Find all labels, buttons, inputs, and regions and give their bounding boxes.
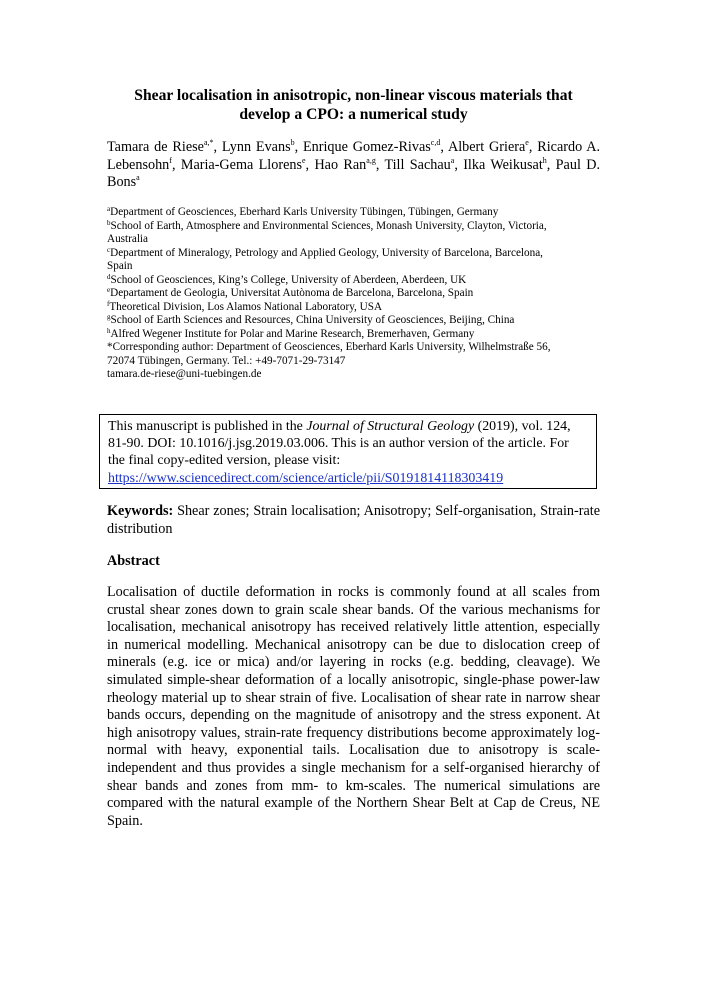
abstract-line: Localisation of ductile deformation in rocks is commonly found at all scales from (107, 584, 600, 600)
affiliation: $^d$School of Geosciences, King’s College, University of Aberdeen, Aberdeen, UK (107, 272, 467, 286)
keywords-label: Keywords: (107, 503, 174, 519)
article-link[interactable]: https://www.sciencedirect.com/science/article/pii/S0191814118303419 (108, 470, 504, 486)
journal-name: Journal of Structural Geology (306, 419, 475, 434)
affiliation: $^a$Department of Geosciences, Eberhard Karls University Tübingen, Tübingen, Germany (107, 205, 499, 218)
corresponding-author-email[interactable]: tamara.de-riese@uni-tuebingen.de (107, 368, 262, 380)
abstract-line: Spain. (107, 812, 143, 829)
affiliation-list (107, 206, 607, 382)
author: Albert Griera$^e$ (447, 138, 529, 155)
corresponding-author: *Corresponding author: Department of Geosciences, Eberhard Karls University, Wilhelmstraße 56, (107, 341, 551, 353)
affiliation-continued: Australia (107, 233, 149, 245)
keywords (107, 503, 600, 538)
abstract-heading: Abstract (107, 553, 160, 569)
abstract-line: normal with heavy, exponential tails. Localisation due to anisotropy is scale- (107, 742, 600, 759)
abstract-line: independent and thus provides a single mechanism for a self-organised hierarchy of (107, 759, 600, 776)
author: Maria-Gema Llorens$^e$ (180, 155, 306, 173)
abstract-line: rheology material up to shear strain of five. Localisation of shear rate in narrow shear (107, 689, 600, 706)
author: Tamara de Riese$^{a,*}$ (107, 138, 214, 155)
publication-notice-box (99, 414, 597, 489)
paper-title (110, 86, 597, 124)
abstract-line: crustal shear zones down to grain scale shear bands. Of the various mechanisms for (107, 601, 600, 618)
author: Hao Ran$^{a,g}$ (314, 155, 376, 173)
title-line: Shear localisation in anisotropic, non-linear viscous materials that (134, 87, 573, 104)
abstract-line: bands occurs, depending on the magnitude of anisotropy and the stress exponent. At (107, 707, 600, 724)
author: Enrique Gomez-Rivas$^{c,d}$ (303, 138, 441, 155)
affiliation: $^g$School of Earth Sciences and Resources, China University of Geosciences, Beijing, China (107, 313, 515, 326)
abstract-line: localisation, mechanical anisotropy has received relatively little attention, especially (107, 619, 600, 636)
abstract-line: simulated simple-shear deformation of a locally anisotropic, single-phase power-law (107, 671, 600, 688)
abstract-body (107, 584, 600, 830)
affiliation: $^e$Departament de Geologia, Universitat Autònoma de Barcelona, Barcelona, Spain (107, 286, 474, 299)
abstract-line: in numerical modelling. Mechanical anisotropy can be due to dislocation creep of (107, 636, 600, 653)
affiliation: $^f$Theoretical Division, Los Alamos National Laboratory, USA (107, 299, 383, 313)
abstract-line: high anisotropy values, strain-rate frequency distributions become approximately log- (107, 724, 600, 741)
notice-line: 81-90. DOI: 10.1016/j.jsg.2019.03.006. This is an author version of the article. For (108, 436, 569, 452)
author: Paul D. Bons$^a$ (107, 156, 601, 191)
affiliation-continued: Spain (107, 260, 133, 272)
notice-line: the final copy-edited version, please visit: (108, 453, 341, 469)
author: Ricardo A. Lebensohn$^f$ (107, 139, 601, 173)
author: Till Sachau$^a$ (384, 155, 455, 173)
affiliation: $^b$School of Earth, Atmosphere and Environmental Sciences, Monash University, Clayton, Victoria, (107, 218, 547, 232)
notice-line (108, 470, 588, 487)
author: Lynn Evans$^b$ (221, 138, 295, 155)
title-line: develop a CPO: a numerical study (239, 106, 468, 123)
author-list: Tamara de Riese$^{a,*}$, Lynn Evans$^b$, Enrique Gomez-Rivas$^{c,d}$, Albert Griera$^e$, Ricardo A. Lebensohn$^f$, Maria-Gema Llorens$^e$, Hao Ran$^{a,g}$, Till Sachau$^a$, Ilka Weikusat$^h$, Paul D. Bons$^a$ (107, 138, 601, 191)
author: Ilka Weikusat$^h$ (463, 155, 547, 173)
abstract-line: minerals (e.g. ice or mica) and/or layering in rocks (e.g. bedding, cleavage). We (107, 654, 600, 671)
abstract-line: compared with the natural example of the Northern Shear Belt at Cap de Creus, NE (107, 795, 600, 812)
abstract-line: shear bands and zones from mm- to km-scales. The numerical simulations are (107, 777, 600, 794)
corresponding-author-contact: 72074 Tübingen, Germany. Tel.: +49-7071-29-73147 (107, 354, 346, 367)
notice-line: This manuscript is published in the Journal of Structural Geology (2019), vol. 124, (108, 419, 571, 434)
keywords-text: Shear zones; Strain localisation; Anisotropy; Self-organisation, Strain-rate distribution (107, 503, 600, 537)
affiliation: $^c$Department of Mineralogy, Petrology and Applied Geology, University of Barcelona, Barcelona, (107, 245, 543, 259)
affiliation: $^h$Alfred Wegener Institute for Polar and Marine Research, Bremerhaven, Germany (107, 326, 475, 340)
